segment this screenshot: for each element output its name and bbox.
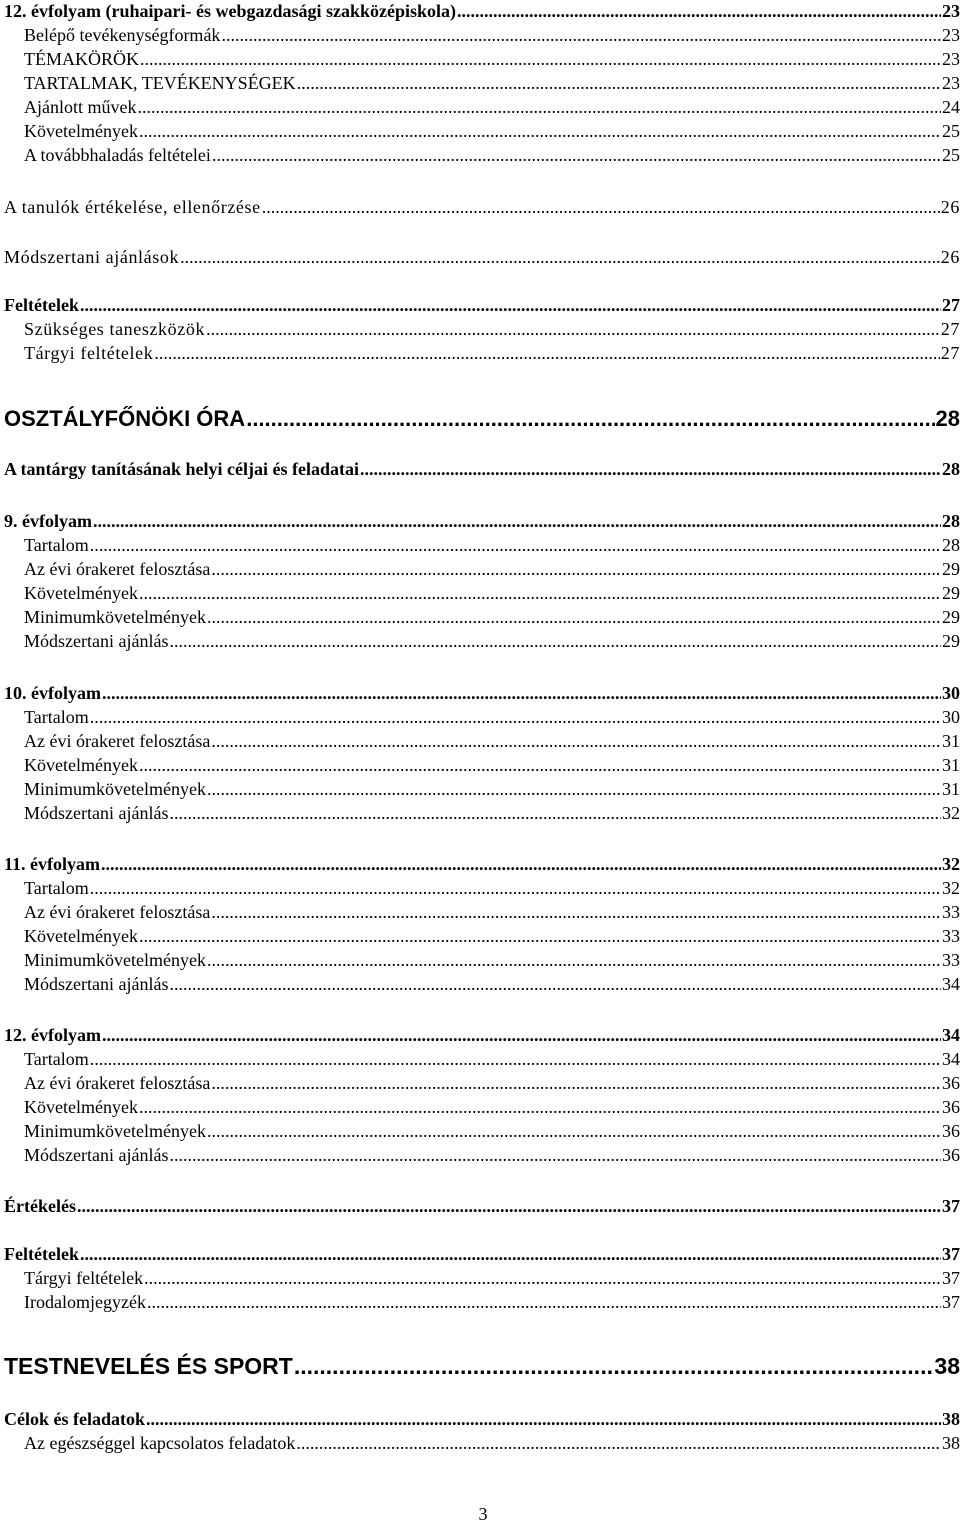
toc-entry-title: A tanulók értékelése, ellenőrzése [4, 197, 261, 217]
toc-entry-page: 37 [942, 1292, 960, 1312]
toc-entry-page: 32 [942, 803, 960, 823]
toc-entry[interactable] [4, 584, 960, 602]
toc-entry-page: 36 [942, 1145, 960, 1165]
toc-entry[interactable] [4, 975, 960, 993]
dot-leader [169, 804, 941, 822]
dot-leader [77, 1197, 941, 1215]
toc-entry-page: 37 [942, 1244, 960, 1264]
toc-entry[interactable] [4, 632, 960, 650]
toc-entry[interactable] [4, 122, 960, 140]
toc-entry-page: 23 [942, 1, 960, 21]
toc-entry-title: TARTALMAK, TEVÉKENYSÉGEK [24, 73, 296, 93]
toc-entry-page: 25 [942, 121, 960, 141]
toc-entry[interactable] [4, 1410, 960, 1428]
toc-entry[interactable] [4, 26, 960, 44]
toc-entry-title: Célok és feladatok [4, 1409, 145, 1429]
toc-entry[interactable] [4, 98, 960, 116]
toc-entry-title: Belépő tevékenységformák [24, 25, 221, 45]
toc-entry-title: 12. évfolyam (ruhaipari- és webgazdasági szakközépiskola) [4, 1, 456, 21]
toc-entry-page: 28 [942, 459, 960, 479]
toc-entry-title: Tartalom [24, 535, 89, 555]
dot-leader [144, 1269, 941, 1287]
toc-entry-page: 31 [942, 731, 960, 751]
toc-entry[interactable] [4, 804, 960, 822]
toc-entry-title: Ajánlott művek [24, 97, 137, 117]
toc-entry[interactable] [4, 560, 960, 578]
dot-leader [297, 74, 941, 92]
toc-entry[interactable] [4, 1074, 960, 1092]
toc-entry-page: 28 [935, 406, 960, 431]
toc-entry-title: Tárgyi feltételek [24, 1268, 144, 1288]
dot-leader [360, 460, 941, 478]
dot-leader [207, 1122, 941, 1140]
toc-entry-title: Tartalom [24, 707, 89, 727]
toc-entry-page: 24 [942, 97, 960, 117]
dot-leader [221, 26, 941, 44]
dot-leader [101, 855, 941, 873]
toc-entry-page: 32 [942, 854, 960, 874]
toc-entry[interactable] [4, 1434, 960, 1452]
toc-entry-title: Irodalomjegyzék [24, 1292, 146, 1312]
toc-entry[interactable] [4, 855, 960, 873]
toc-entry-page: 34 [942, 974, 960, 994]
dot-leader [246, 408, 934, 430]
toc-entry[interactable] [4, 708, 960, 726]
dot-leader [139, 584, 941, 602]
dot-leader [80, 1245, 941, 1263]
toc-entry-page: 32 [942, 878, 960, 898]
toc-entry-title: 9. évfolyam [4, 511, 92, 531]
toc-entry-title: A továbbhaladás feltételei [24, 145, 211, 165]
toc-entry-page: 26 [940, 247, 960, 267]
dot-leader [154, 344, 939, 362]
toc-entry-page: 36 [942, 1097, 960, 1117]
toc-entry[interactable] [4, 1026, 960, 1044]
dot-leader [169, 632, 941, 650]
page-number: 3 [478, 1504, 488, 1524]
toc-entry[interactable] [4, 2, 960, 20]
toc-entry-title: Módszertani ajánlás [24, 1145, 169, 1165]
toc-entry[interactable] [4, 320, 960, 338]
toc-entry-page: 37 [942, 1268, 960, 1288]
dot-leader [139, 927, 941, 945]
toc-entry-title: Az évi órakeret felosztása [24, 559, 211, 579]
toc-entry-title: Minimumkövetelmények [24, 1121, 206, 1141]
toc-entry-title: Módszertani ajánlás [24, 974, 169, 994]
dot-leader [296, 1434, 941, 1452]
dot-leader [139, 1098, 941, 1116]
toc-entry-page: 26 [940, 197, 960, 217]
toc-entry-title: Szükséges taneszközök [24, 319, 206, 339]
toc-entry-title: Követelmények [24, 926, 138, 946]
dot-leader [211, 732, 941, 750]
toc-entry[interactable] [4, 879, 960, 897]
toc-entry-title: Az évi órakeret felosztása [24, 902, 211, 922]
dot-leader [140, 50, 941, 68]
dot-leader [102, 1026, 941, 1044]
toc-entry-title: Követelmények [24, 755, 138, 775]
toc-entry-title: Módszertani ajánlások [4, 247, 180, 267]
toc-entry[interactable] [4, 1197, 960, 1215]
toc-entry-page: 23 [942, 49, 960, 69]
dot-leader [90, 879, 941, 897]
toc-entry-page: 36 [942, 1121, 960, 1141]
toc-entry[interactable] [4, 1245, 960, 1263]
dot-leader [147, 1293, 941, 1311]
toc-entry-title: Tartalom [24, 878, 89, 898]
toc-entry-page: 36 [942, 1073, 960, 1093]
toc-entry[interactable] [4, 1098, 960, 1116]
toc-entry-page: 27 [940, 343, 960, 363]
toc-entry-page: 29 [942, 607, 960, 627]
dot-leader [139, 756, 941, 774]
toc-entry[interactable] [4, 50, 960, 68]
dot-leader [90, 1050, 941, 1068]
toc-entry-page: 34 [942, 1025, 960, 1045]
dot-leader [169, 975, 941, 993]
toc-entry-title: Követelmények [24, 583, 138, 603]
dot-leader [93, 512, 941, 530]
toc-entry[interactable] [4, 756, 960, 774]
dot-leader [211, 903, 941, 921]
toc-entry[interactable] [4, 344, 960, 362]
toc-entry[interactable] [4, 198, 960, 216]
toc-entry-title: 12. évfolyam [4, 1025, 101, 1045]
toc-entry-page: 23 [942, 73, 960, 93]
toc-entry-page: 27 [942, 295, 960, 315]
toc-entry[interactable] [4, 1050, 960, 1068]
toc-entry-title: Feltételek [4, 295, 79, 315]
toc-entry[interactable] [4, 296, 960, 314]
dot-leader [80, 296, 941, 314]
toc-entry-page: 30 [942, 683, 960, 703]
dot-leader [180, 248, 940, 266]
dot-leader [146, 1410, 941, 1428]
dot-leader [207, 780, 941, 798]
toc-entry-page: 37 [942, 1196, 960, 1216]
toc-entry-title: Minimumkövetelmények [24, 779, 206, 799]
toc-entry[interactable] [4, 903, 960, 921]
dot-leader [207, 951, 941, 969]
toc-entry-page: 25 [942, 145, 960, 165]
toc-entry[interactable] [4, 536, 960, 554]
toc-entry-title: Tartalom [24, 1049, 89, 1069]
toc-entry[interactable] [4, 732, 960, 750]
dot-leader [211, 1074, 941, 1092]
toc-entry-title: Módszertani ajánlás [24, 803, 169, 823]
toc-entry-page: 29 [942, 559, 960, 579]
toc-entry[interactable] [4, 1293, 960, 1311]
toc-entry[interactable] [4, 1355, 960, 1378]
dot-leader [90, 708, 941, 726]
toc-entry-page: 33 [942, 902, 960, 922]
toc-entry[interactable] [4, 1146, 960, 1164]
dot-leader [169, 1146, 941, 1164]
toc-entry[interactable] [4, 684, 960, 702]
toc-entry[interactable] [4, 146, 960, 164]
toc-entry-title: Követelmények [24, 1097, 138, 1117]
toc-entry-title: OSZTÁLYFŐNÖKI ÓRA [4, 406, 246, 431]
toc-entry[interactable] [4, 408, 960, 430]
toc-entry-title: Minimumkövetelmények [24, 950, 206, 970]
toc-entry-page: 27 [940, 319, 960, 339]
dot-leader [211, 560, 941, 578]
toc-entry[interactable] [4, 74, 960, 92]
toc-entry-title: Követelmények [24, 121, 138, 141]
toc-entry[interactable] [4, 780, 960, 798]
dot-leader [137, 98, 941, 116]
toc-entry-page: 28 [942, 535, 960, 555]
toc-entry-page: 31 [942, 779, 960, 799]
toc-entry-title: A tantárgy tanításának helyi céljai és feladatai [4, 459, 359, 479]
dot-leader [262, 198, 940, 216]
toc-entry-page: 33 [942, 950, 960, 970]
toc-entry-title: 11. évfolyam [4, 854, 100, 874]
dot-leader [102, 684, 941, 702]
toc-entry[interactable] [4, 460, 960, 478]
toc-entry[interactable] [4, 608, 960, 626]
dot-leader [139, 122, 941, 140]
toc-entry-page: 28 [942, 511, 960, 531]
dot-leader [457, 2, 941, 20]
toc-entry[interactable] [4, 951, 960, 969]
toc-entry[interactable] [4, 1269, 960, 1287]
toc-entry-page: 34 [942, 1049, 960, 1069]
toc-entry-title: Értékelés [4, 1196, 76, 1216]
toc-entry-title: Minimumkövetelmények [24, 607, 206, 627]
toc-entry[interactable] [4, 927, 960, 945]
toc-entry-page: 23 [942, 25, 960, 45]
toc-entry[interactable] [4, 1122, 960, 1140]
toc-entry[interactable] [4, 248, 960, 266]
toc-entry-page: 38 [942, 1409, 960, 1429]
toc-entry-title: TESTNEVELÉS ÉS SPORT [4, 1353, 293, 1379]
toc-entry-page: 38 [942, 1433, 960, 1453]
dot-leader [294, 1355, 934, 1378]
toc-entry-title: Az egészséggel kapcsolatos feladatok [24, 1433, 296, 1453]
toc-entry-title: 10. évfolyam [4, 683, 101, 703]
toc-entry-page: 29 [942, 583, 960, 603]
toc-entry-title: Módszertani ajánlás [24, 631, 169, 651]
toc-entry-page: 38 [934, 1353, 960, 1379]
dot-leader [90, 536, 941, 554]
toc-entry-title: Az évi órakeret felosztása [24, 1073, 211, 1093]
dot-leader [207, 608, 941, 626]
dot-leader [206, 320, 940, 338]
toc-entry-page: 30 [942, 707, 960, 727]
toc-entry-title: TÉMAKÖRÖK [24, 49, 139, 69]
toc-entry-title: Feltételek [4, 1244, 79, 1264]
toc-entry-page: 31 [942, 755, 960, 775]
toc-entry-page: 29 [942, 631, 960, 651]
dot-leader [212, 146, 941, 164]
toc-entry[interactable] [4, 512, 960, 530]
toc-entry-page: 33 [942, 926, 960, 946]
toc-entry-title: Tárgyi feltételek [24, 343, 154, 363]
toc-entry-title: Az évi órakeret felosztása [24, 731, 211, 751]
